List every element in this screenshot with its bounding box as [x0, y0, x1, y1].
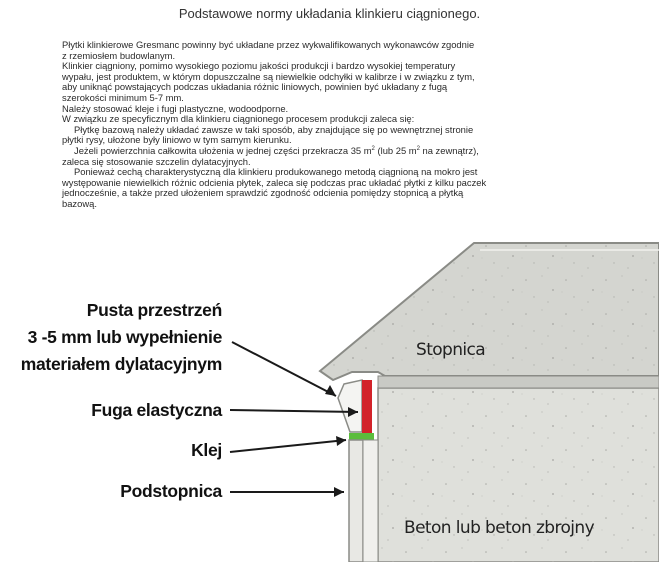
- text-fragment: na zewnątrz),: [419, 144, 479, 156]
- superscript: 2: [371, 145, 375, 152]
- text-line: zaleca się stosowanie szczelin dylatacyjnych.: [62, 155, 251, 167]
- text-line: Płytkę bazową należy układać zawsze w taki sposób, aby znajdujące się po wewnętrznej stronie: [74, 123, 474, 135]
- text-line: z rzemiosłem budowlanym.: [62, 49, 176, 61]
- text-line: Należy stosować kleje i fugi plastyczne, wodoodporne.: [62, 102, 289, 114]
- text-line: wypału, jest produktem, w którym dopuszczalne są niewielkie odchyłki w kalibrze i w związku z tym,: [62, 70, 475, 82]
- arrow-riser: [230, 487, 344, 497]
- glue-layer: [349, 433, 374, 440]
- superscript: 2: [416, 145, 420, 152]
- text-fragment: (lub 25 m: [374, 144, 417, 156]
- label-gap-line3: materiałem dylatacyjnym: [20, 354, 222, 374]
- riser-adhesive-gap: [363, 440, 378, 562]
- label-elastic-joint: Fuga elastyczna: [91, 400, 222, 420]
- text-line: występowanie niewielkich różnic odcienia płytek, zaleca się podczas prac układać płytki z kilku paczek: [62, 176, 487, 188]
- dilatation-gap: [338, 380, 362, 432]
- text-fragment: Jeżeli powierzchnia całkowita ułożenia w jednej części przekracza 35 m: [74, 144, 372, 156]
- text-line: Płytki klinkierowe Gresmanc powinny być układane przez wykwalifikowanych wykonawców zgodnie: [62, 39, 475, 50]
- text-line: Ponieważ cechą charakterystyczną dla klinkieru produkowanego metodą ciągnioną na mokro jest: [74, 166, 478, 178]
- label-gap-line1: Pusta przestrzeń: [86, 300, 222, 320]
- arrow-glue: [230, 436, 346, 452]
- label-tread: Stopnica: [416, 340, 486, 360]
- label-concrete: Beton lub beton zbrojny: [404, 518, 595, 538]
- tread-underside: [378, 376, 659, 388]
- page-title: Podstawowe normy układania klinkieru ciągnionego.: [178, 6, 481, 21]
- label-riser: Podstopnica: [120, 481, 222, 501]
- tread-tile-texture: [320, 243, 659, 380]
- text-line: jednocześnie, a także przed ułożeniem sprawdzić zgodność odcienia pomiędzy stopnicą a płytką: [62, 187, 464, 199]
- label-gap-line2: 3 -5 mm lub wypełnienie: [27, 327, 222, 347]
- riser-tile: [349, 440, 363, 562]
- text-line: szerokości minimum 5-7 mm.: [62, 91, 184, 103]
- text-line: W związku ze specyficznym dla klinkieru ciągnionego procesem produkcji zaleca się:: [62, 113, 415, 125]
- text-line: Klinkier ciągniony, pomimo wysokiego poziomu jakości produkcji i bardzo wysokiej temperatury: [62, 60, 456, 72]
- arrow-joint: [230, 407, 358, 417]
- arrow-gap: [232, 342, 336, 396]
- text-line: aby uniknąć powstających podczas układania różnic liniowych, powinien być układany z fugą: [62, 81, 448, 93]
- text-line: bazową.: [62, 197, 97, 209]
- text-line: płytki rysy, ułożone były liniowo w tym samym kierunku.: [62, 134, 292, 146]
- elastic-joint: [362, 380, 372, 435]
- label-glue: Klej: [191, 440, 222, 460]
